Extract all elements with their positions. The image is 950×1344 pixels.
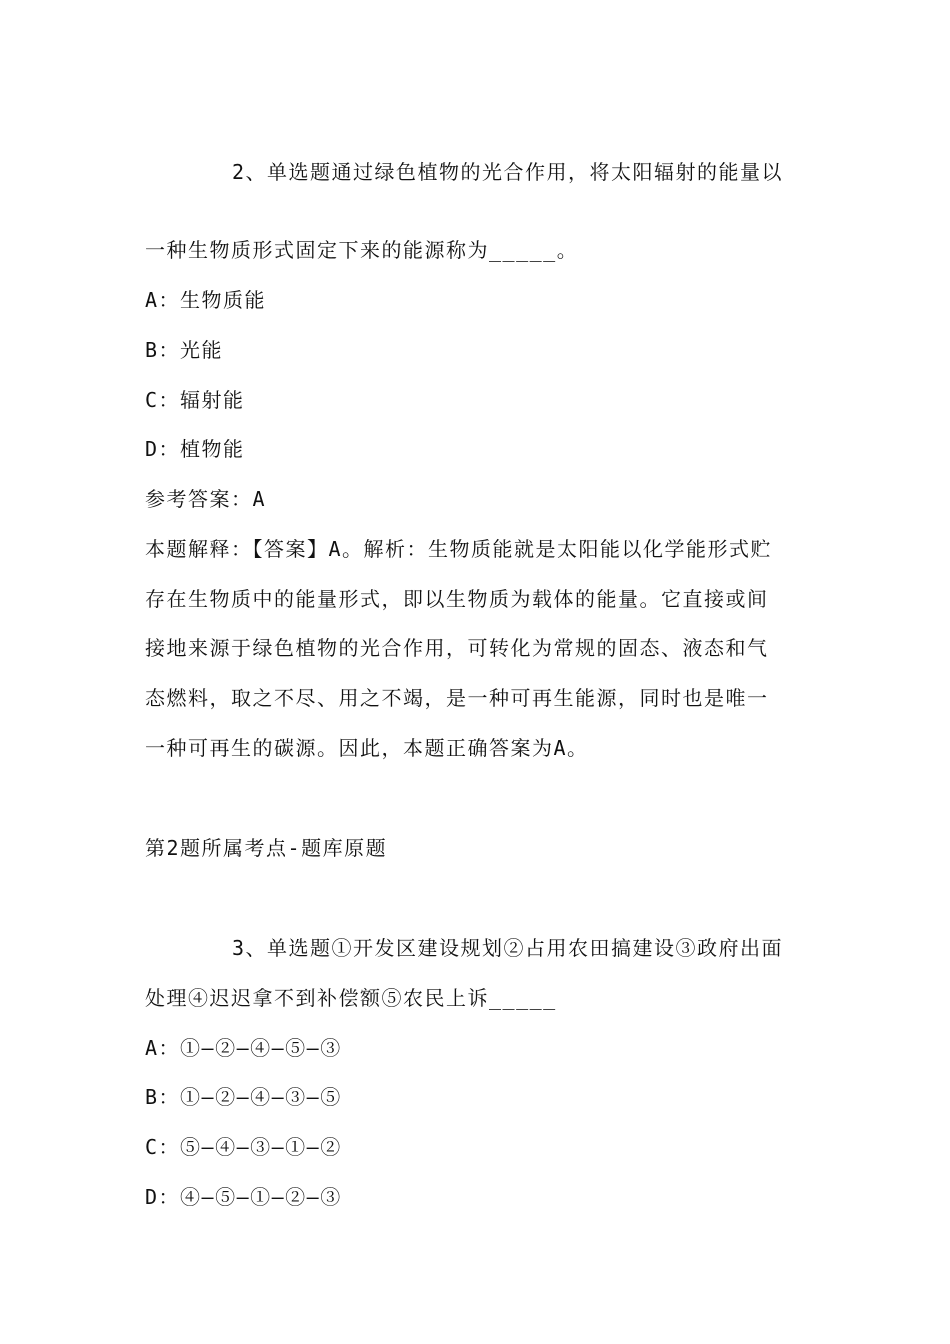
question-3-option-c: C：⑤—④—③—①—② [145, 1135, 342, 1159]
question-2-stem-line-2: 一种生物质形式固定下来的能源称为_____。 [145, 238, 579, 262]
question-2-explanation-line-4: 态燃料，取之不尽、用之不竭，是一种可再生能源，同时也是唯一 [145, 686, 769, 710]
question-3-option-d: D：④—⑤—①—②—③ [145, 1185, 342, 1209]
question-2-option-c: C：辐射能 [145, 388, 245, 412]
question-2-explanation-line-3: 接地来源于绿色植物的光合作用，可转化为常规的固态、液态和气 [145, 636, 769, 660]
question-3-stem-line-2: 处理④迟迟拿不到补偿额⑤农民上诉_____ [145, 986, 557, 1010]
question-2-topic: 第2题所属考点-题库原题 [145, 836, 388, 860]
question-2-answer: 参考答案：A [145, 487, 267, 511]
question-2-option-d: D：植物能 [145, 437, 245, 461]
question-3-stem-line-1: 3、单选题①开发区建设规划②占用农田搞建设③政府出面 [232, 936, 784, 960]
question-2-explanation-line-5: 一种可再生的碳源。因此，本题正确答案为A。 [145, 736, 589, 760]
question-2-option-a: A：生物质能 [145, 288, 267, 312]
question-3-option-a: A：①—②—④—⑤—③ [145, 1036, 342, 1060]
question-2-explanation-line-2: 存在生物质中的能量形式，即以生物质为载体的能量。它直接或间 [145, 587, 769, 611]
question-2-option-b: B：光能 [145, 338, 224, 362]
question-2-stem-line-1: 2、单选题通过绿色植物的光合作用，将太阳辐射的能量以 [232, 160, 784, 184]
question-2-explanation-line-1: 本题解释：【答案】A。解析：生物质能就是太阳能以化学能形式贮 [145, 537, 773, 561]
question-3-option-b: B：①—②—④—③—⑤ [145, 1085, 342, 1109]
